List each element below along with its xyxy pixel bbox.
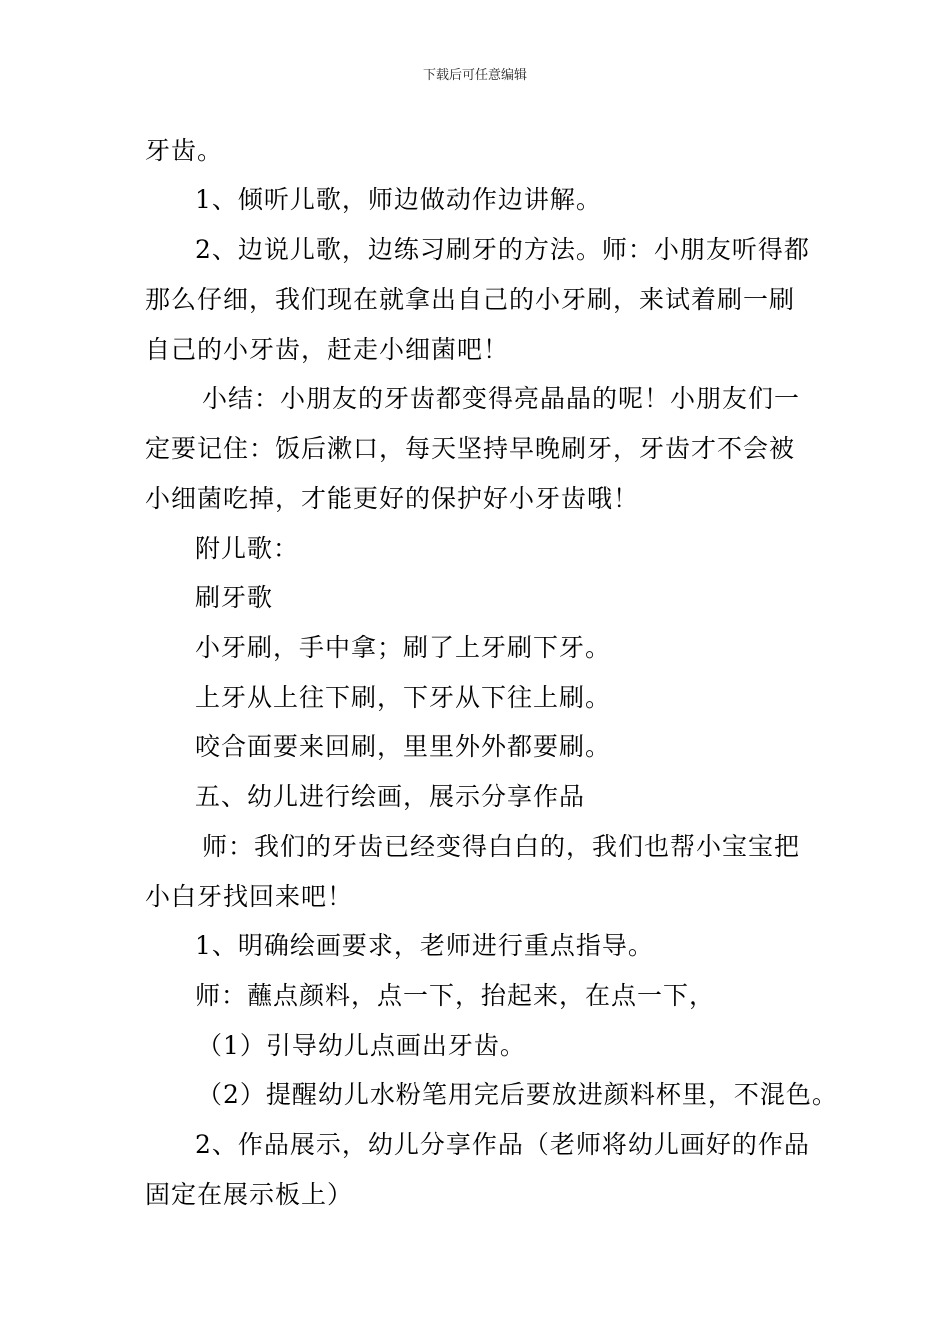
text-line: 2、作品展示，幼儿分享作品（老师将幼儿画好的作品 (195, 1130, 810, 1159)
text-line: 牙齿。 (145, 136, 224, 165)
text-line: 刷牙歌 (195, 583, 274, 612)
text-line: 2、边说儿歌，边练习刷牙的方法。师：小朋友听得都 (195, 235, 810, 264)
text-line: 附儿歌： (195, 534, 300, 563)
text-line: 上牙从上往下刷，下牙从下往上刷。 (195, 683, 612, 712)
text-line: 那么仔细，我们现在就拿出自己的小牙刷，来试着刷一刷 (145, 285, 796, 314)
text-line: 小牙刷，手中拿；刷了上牙刷下牙。 (195, 633, 612, 662)
text-line: 固定在展示板上） (145, 1180, 354, 1209)
text-line: 自己的小牙齿，赶走小细菌吧！ (145, 335, 510, 364)
text-line: 小白牙找回来吧！ (145, 882, 354, 911)
text-line: 1、明确绘画要求，老师进行重点指导。 (195, 931, 654, 960)
text-line: 咬合面要来回刷，里里外外都要刷。 (195, 732, 612, 761)
text-line: 师：蘸点颜料，点一下，抬起来，在点一下， (195, 981, 716, 1010)
text-line: （1）引导幼儿点画出牙齿。 (197, 1031, 526, 1060)
text-line: 定要记住：饭后漱口，每天坚持早晚刷牙，牙齿才不会被 (145, 434, 796, 463)
text-line: 小细菌吃掉，才能更好的保护好小牙齿哦！ (145, 484, 640, 513)
text-line: 1、倾听儿歌，师边做动作边讲解。 (195, 185, 602, 214)
page-header: 下载后可任意编辑 (422, 68, 527, 83)
text-line: 师：我们的牙齿已经变得白白的，我们也帮小宝宝把 (202, 832, 801, 861)
text-line: （2）提醒幼儿水粉笔用完后要放进颜料杯里，不混色。 (197, 1080, 838, 1109)
text-line: 小结：小朋友的牙齿都变得亮晶晶的呢！小朋友们一 (202, 384, 801, 413)
text-line: 五、幼儿进行绘画，展示分享作品 (195, 782, 586, 811)
